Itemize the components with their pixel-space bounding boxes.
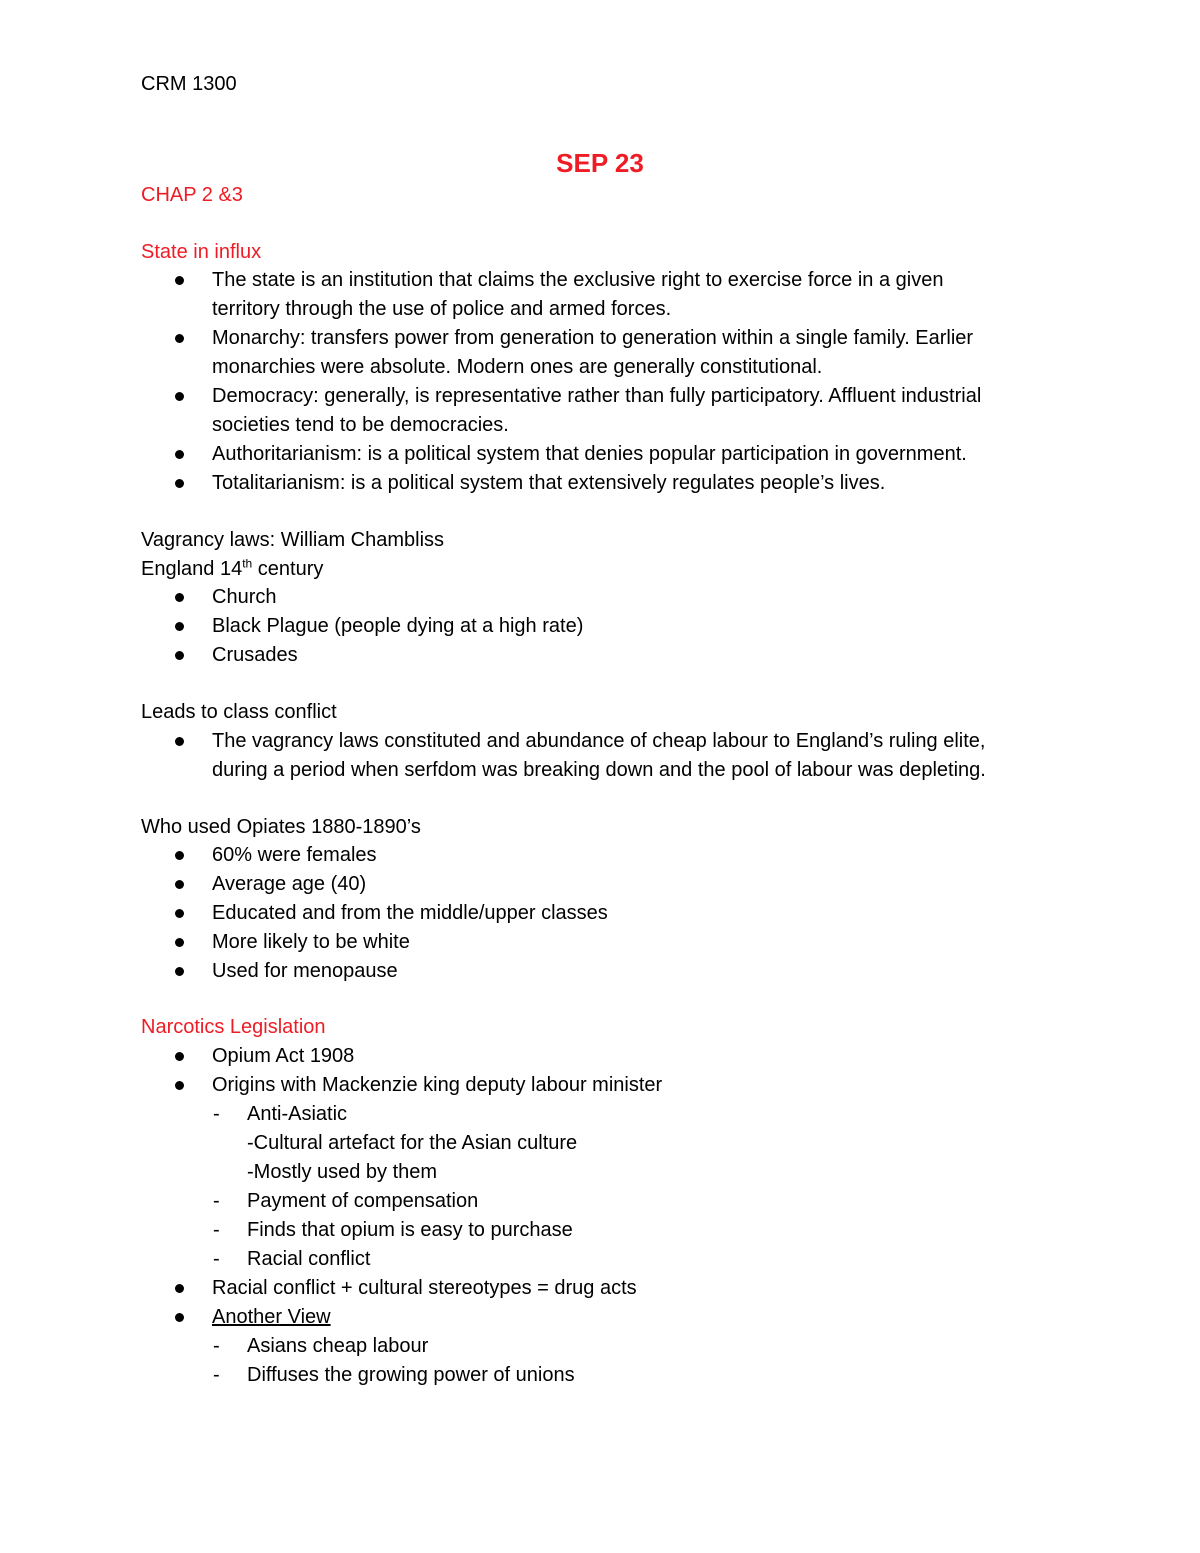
opiates-heading: Who used Opiates 1880-1890’s [141,816,421,838]
vagrancy-heading: Vagrancy laws: William Chambliss [141,529,445,551]
bullet-icon [175,1284,184,1293]
list-item: Educated and from the middle/upper classes [141,899,608,928]
bullet-icon [175,334,184,343]
bullet-icon [175,880,184,889]
list-item: The vagrancy laws constituted and abundance of cheap labour to England’s ruling elite, during a period when serfdom was breaking down and the pool of labour was depleting. [141,727,986,785]
list-item: Black Plague (people dying at a high rate) [141,612,583,641]
bullet-icon [175,276,184,285]
list-item: Totalitarianism: is a political system that extensively regulates people’s lives. [141,469,981,498]
vagrancy-list [141,583,583,670]
bullet-icon [175,1313,184,1322]
sub-list-item: - Racial conflict [141,1245,662,1274]
bullet-icon [175,938,184,947]
bullet-icon [175,967,184,976]
state-list [141,266,981,498]
list-item: Racial conflict + cultural stereotypes = drug acts [141,1274,662,1303]
list-item: Monarchy: transfers power from generation to generation within a single family. Earlier monarchies were absolute. Modern ones are generally constitutional. [141,324,981,382]
bullet-icon [175,1081,184,1090]
bullet-icon [175,1052,184,1061]
dash-marker: - [213,1219,220,1241]
sub-list-continuation: -Mostly used by them [247,1161,438,1183]
bullet-icon [175,851,184,860]
class-conflict-heading: Leads to class conflict [141,701,337,723]
bullet-icon [175,479,184,488]
list-item: Crusades [141,641,583,670]
bullet-icon [175,737,184,746]
narcotics-list [141,1042,662,1390]
sub-list-item: - Payment of compensation [141,1187,662,1216]
list-item: 60% were females [141,841,608,870]
list-item: Authoritarianism: is a political system that denies popular participation in government. [141,440,981,469]
state-heading: State in influx [141,241,262,263]
england-century: England 14th century [141,556,324,580]
dash-marker: - [213,1248,220,1270]
date-title: SEP 23 [556,148,644,178]
sub-list-item: - Asians cheap labour [141,1332,662,1361]
class-conflict-list [141,727,986,785]
dash-marker: - [213,1103,220,1125]
another-view-heading: Another View [212,1306,331,1328]
bullet-icon [175,909,184,918]
list-item: Democracy: generally, is representative rather than fully participatory. Affluent industrial societies tend to be democracies. [141,382,981,440]
dash-marker: - [213,1190,220,1212]
sub-list-continuation: -Cultural artefact for the Asian culture [247,1132,578,1154]
list-item: The state is an institution that claims the exclusive right to exercise force in a given territory through the use of police and armed forces. [141,266,981,324]
dash-marker: - [213,1364,220,1386]
list-item: Opium Act 1908 [141,1042,662,1071]
list-item: Average age (40) [141,870,608,899]
list-item: Church [141,583,583,612]
bullet-icon [175,651,184,660]
bullet-icon [175,622,184,631]
list-item: Origins with Mackenzie king deputy labour minister [141,1071,662,1100]
sub-list-item: - Diffuses the growing power of unions [141,1361,662,1390]
list-item: Used for menopause [141,957,608,986]
bullet-icon [175,450,184,459]
dash-marker: - [213,1335,220,1357]
opiates-list [141,841,608,986]
bullet-icon [175,392,184,401]
course-code: CRM 1300 [141,73,237,95]
list-item [141,1303,662,1332]
chapters-heading: CHAP 2 &3 [141,184,243,206]
bullet-icon [175,593,184,602]
narcotics-heading: Narcotics Legislation [141,1016,326,1038]
sub-list-item: - Finds that opium is easy to purchase [141,1216,662,1245]
list-item: More likely to be white [141,928,608,957]
sub-list-item: - Anti-Asiatic [141,1100,662,1129]
